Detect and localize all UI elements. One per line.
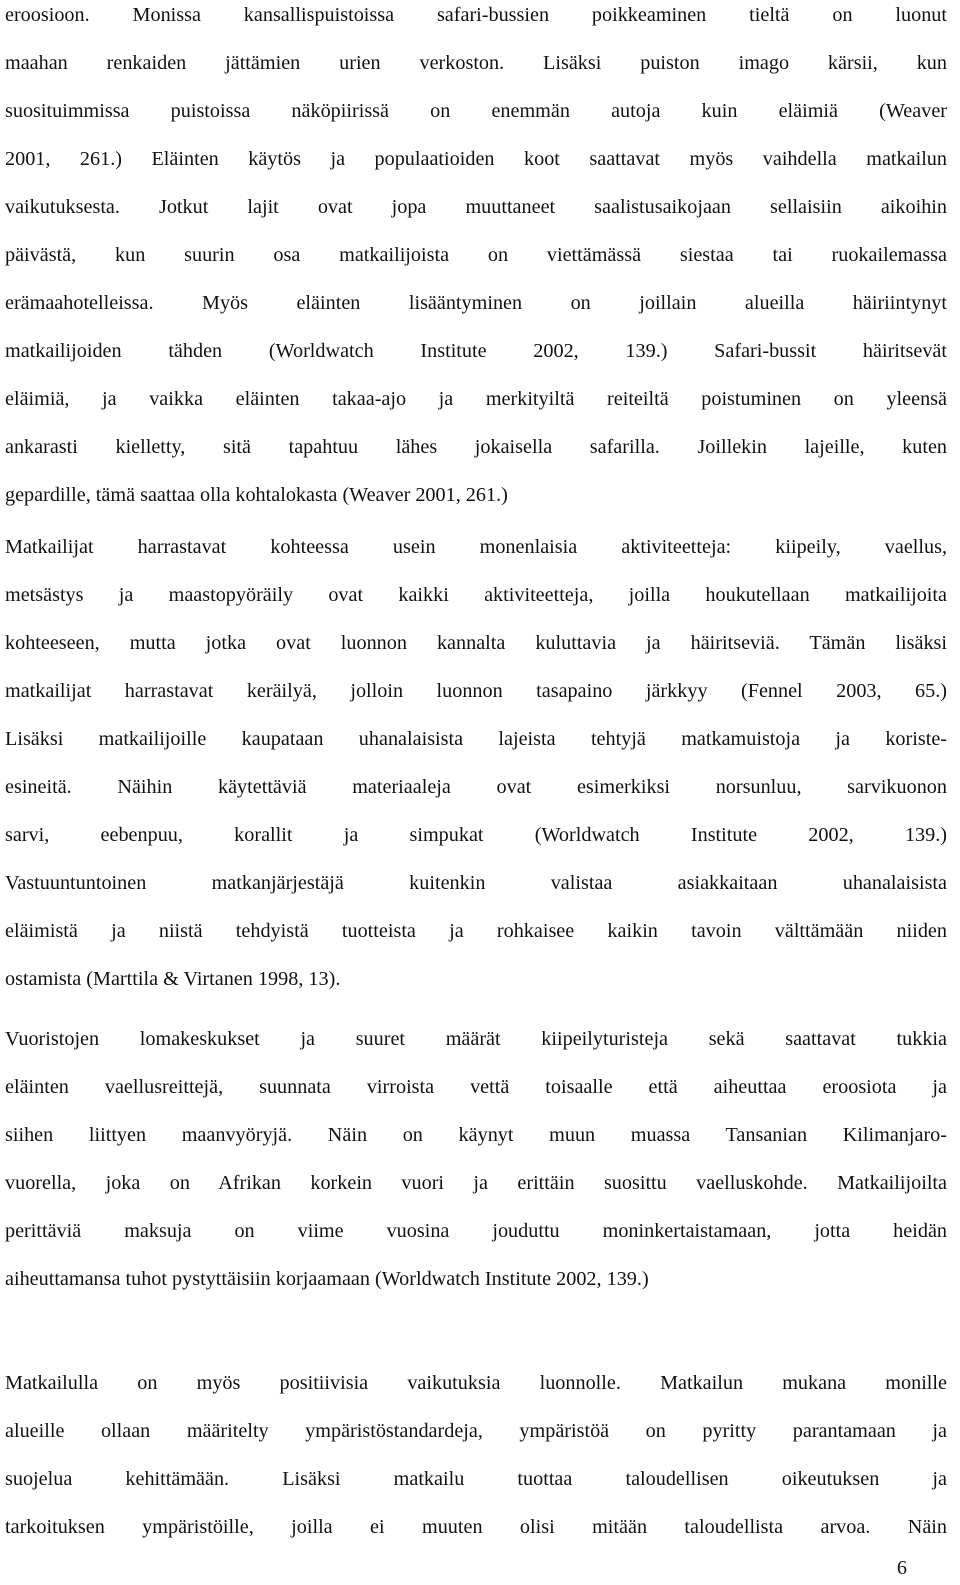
text-line: eläimistä ja niistä tehdyistä tuotteista ja rohkaisee kaikin tavoin välttämään niiden: [5, 920, 947, 942]
text-line: Matkailijat harrastavat kohteessa usein monenlaisia aktiviteetteja: kiipeily, vaellus,: [5, 536, 947, 558]
page-number: 6: [896, 1557, 907, 1579]
text-line: metsästys ja maastopyöräily ovat kaikki aktiviteetteja, joilla houkutellaan matkailijoita: [5, 584, 947, 606]
text-line: aiheuttamansa tuhot pystyttäisiin korjaamaan (Worldwatch Institute 2002, 139.): [5, 1268, 649, 1290]
text-line: Lisäksi matkailijoille kaupataan uhanalaisista lajeista tehtyjä matkamuistoja ja koriste-: [5, 728, 947, 750]
paragraph-positive-effects: [5, 1368, 947, 1560]
text-line: Vuoristojen lomakeskukset ja suuret määrät kiipeilyturisteja sekä saattavat tukkia: [5, 1028, 947, 1050]
text-line: suojelua kehittämään. Lisäksi matkailu tuottaa taloudellisen oikeutuksen ja: [5, 1468, 947, 1490]
text-line: siihen liittyen maanvyöryjä. Näin on käynyt muun muassa Tansanian Kilimanjaro-: [5, 1124, 947, 1146]
paragraph-tourist-activities: [5, 532, 947, 1012]
paragraph-safari-impacts: [5, 0, 947, 528]
text-line: esineitä. Näihin käytettäviä materiaaleja ovat esimerkiksi norsunluu, sarvikuonon: [5, 776, 947, 798]
text-line: perittäviä maksuja on viime vuosina jouduttu moninkertaistamaan, jotta heidän: [5, 1220, 947, 1242]
text-line: eläimiä, ja vaikka eläinten takaa-ajo ja merkityiltä reiteiltä poistuminen on yleensä: [5, 388, 947, 410]
text-line: sarvi, eebenpuu, korallit ja simpukat (Worldwatch Institute 2002, 139.): [5, 824, 947, 846]
text-line: kohteeseen, mutta jotka ovat luonnon kannalta kuluttavia ja häiritseviä. Tämän lisäksi: [5, 632, 947, 654]
text-line: ankarasti kielletty, sitä tapahtuu lähes jokaisella safarilla. Joillekin lajeille, kuten: [5, 436, 947, 458]
text-line: suosituimmissa puistoissa näköpiirissä on enemmän autoja kuin eläimiä (Weaver: [5, 100, 947, 122]
text-line: Matkailulla on myös positiivisia vaikutuksia luonnolle. Matkailun mukana monille: [5, 1372, 947, 1394]
text-line: eroosioon. Monissa kansallispuistoissa safari-bussien poikkeaminen tieltä on luonut: [5, 4, 947, 26]
text-line: matkailijat harrastavat keräilyä, jolloin luonnon tasapaino järkkyy (Fennel 2003, 65.): [5, 680, 947, 702]
text-line: gepardille, tämä saattaa olla kohtalokasta (Weaver 2001, 261.): [5, 484, 508, 506]
text-line: vuorella, joka on Afrikan korkein vuori ja erittäin suosittu vaelluskohde. Matkailijoilta: [5, 1172, 947, 1194]
text-line: ostamista (Marttila & Virtanen 1998, 13).: [5, 968, 341, 990]
text-line: 2001, 261.) Eläinten käytös ja populaatioiden koot saattavat myös vaihdella matkailun: [5, 148, 947, 170]
text-line: Vastuuntuntoinen matkanjärjestäjä kuitenkin valistaa asiakkaitaan uhanalaisista: [5, 872, 947, 894]
text-line: tarkoituksen ympäristöille, joilla ei muuten olisi mitään taloudellista arvoa. Näin: [5, 1516, 947, 1538]
text-line: matkailijoiden tähden (Worldwatch Institute 2002, 139.) Safari-bussit häiritsevät: [5, 340, 947, 362]
text-line: päivästä, kun suurin osa matkailijoista on viettämässä siestaa tai ruokailemassa: [5, 244, 947, 266]
text-line: alueille ollaan määritelty ympäristöstandardeja, ympäristöä on pyritty parantamaan ja: [5, 1420, 947, 1442]
text-line: erämaahotelleissa. Myös eläinten lisääntyminen on joillain alueilla häiriintynyt: [5, 292, 947, 314]
text-line: vaikutuksesta. Jotkut lajit ovat jopa muuttaneet saalistusaikojaan sellaisiin aikoihin: [5, 196, 947, 218]
paragraph-mountain-resorts: [5, 1024, 947, 1312]
text-line: eläinten vaellusreittejä, suunnata virroista vettä toisaalle että aiheuttaa eroosiota ja: [5, 1076, 947, 1098]
text-line: maahan renkaiden jättämien urien verkoston. Lisäksi puiston imago kärsii, kun: [5, 52, 947, 74]
